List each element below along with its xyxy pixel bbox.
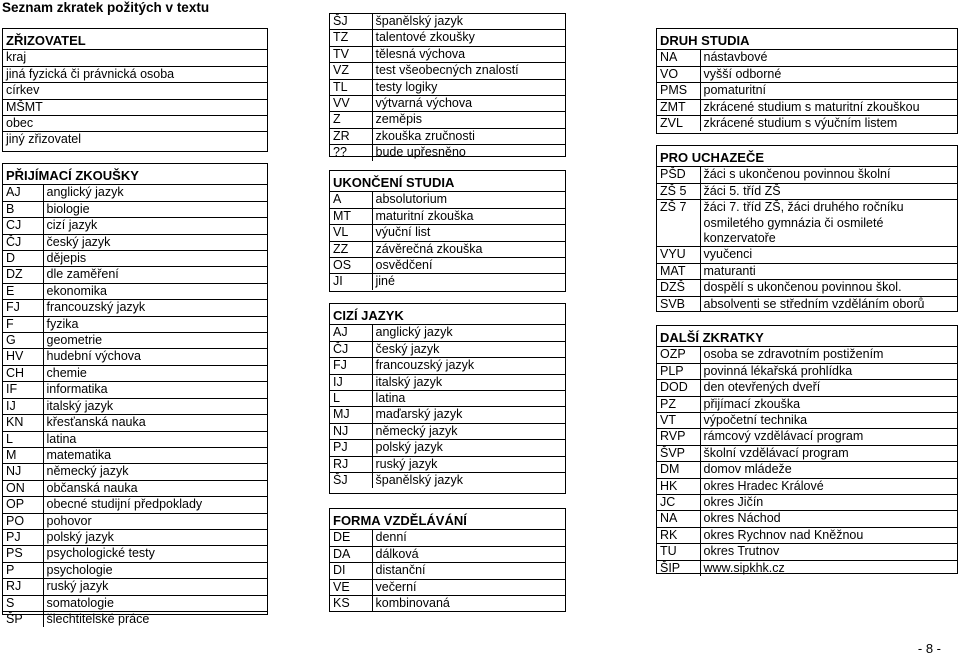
- abbreviation: VL: [330, 225, 372, 241]
- table-row: [3, 267, 267, 283]
- abbreviation: OP: [3, 497, 43, 513]
- table-row: [3, 480, 267, 496]
- table-row: [657, 380, 957, 396]
- abbreviation: PŠD: [657, 167, 700, 183]
- meaning: jiné: [372, 274, 565, 290]
- abbreviation: JC: [657, 495, 700, 511]
- zrizovatel-item: jiný zřizovatel: [3, 132, 267, 148]
- abbreviation: S: [3, 595, 43, 611]
- abbreviation: AJ: [3, 185, 43, 201]
- meaning: okres Jičín: [700, 495, 957, 511]
- list-item: [3, 132, 267, 148]
- page-title: Seznam zkratek požitých v textu: [2, 0, 210, 15]
- meaning: maďarský jazyk: [372, 407, 565, 423]
- meaning: závěrečná zkouška: [372, 241, 565, 257]
- abbreviation: PS: [3, 546, 43, 562]
- table-row: [3, 546, 267, 562]
- table-row: [3, 218, 267, 234]
- meaning: somatologie: [43, 595, 267, 611]
- table-row: [657, 50, 957, 66]
- table-row: [3, 431, 267, 447]
- abbreviation: DA: [330, 546, 372, 562]
- table-row: [330, 208, 565, 224]
- meaning: německý jazyk: [372, 423, 565, 439]
- dalsi-table: [657, 326, 957, 576]
- table-row: [330, 325, 565, 341]
- zrizovatel-box: [2, 28, 268, 152]
- meaning: polský jazyk: [372, 440, 565, 456]
- meaning: domov mládeže: [700, 462, 957, 478]
- abbreviation: VYU: [657, 247, 700, 263]
- meaning: test všeobecných znalostí: [372, 63, 565, 79]
- meaning: rámcový vzdělávací program: [700, 429, 957, 445]
- abbreviation: DM: [657, 462, 700, 478]
- table-row: [330, 96, 565, 112]
- table-row: [3, 333, 267, 349]
- abbreviation: A: [330, 192, 372, 208]
- abbreviation: OS: [330, 258, 372, 274]
- page-number: - 8 -: [917, 641, 941, 656]
- table-row: [657, 511, 957, 527]
- abbreviation: ZR: [330, 128, 372, 144]
- abbreviation: DZ: [3, 267, 43, 283]
- table-row: [657, 462, 957, 478]
- table-row: [657, 544, 957, 560]
- table-row: [657, 560, 957, 576]
- abbreviation: JI: [330, 274, 372, 290]
- meaning: občanská nauka: [43, 480, 267, 496]
- meaning: výuční list: [372, 225, 565, 241]
- meaning: absolutorium: [372, 192, 565, 208]
- abbreviation: NA: [657, 50, 700, 66]
- prijimaci-heading: PŘIJÍMACÍ ZKOUŠKY: [6, 168, 139, 183]
- abbreviation: VO: [657, 66, 700, 82]
- meaning: latina: [372, 391, 565, 407]
- meaning: den otevřených dveří: [700, 380, 957, 396]
- meaning: ekonomika: [43, 283, 267, 299]
- cizi-table: [330, 304, 565, 488]
- table-row: [330, 530, 565, 546]
- abbreviation: IJ: [330, 374, 372, 390]
- table-row: [330, 341, 565, 357]
- table-row: [330, 128, 565, 144]
- table-row: [3, 513, 267, 529]
- table-row: [657, 363, 957, 379]
- table-row: [3, 365, 267, 381]
- table-row: [330, 473, 565, 489]
- meaning: italský jazyk: [43, 398, 267, 414]
- abbreviation: SVB: [657, 296, 700, 312]
- abbreviation: HV: [3, 349, 43, 365]
- table-row: [330, 241, 565, 257]
- meaning: hudební výchova: [43, 349, 267, 365]
- table-row: [657, 495, 957, 511]
- abbreviation: ČJ: [330, 341, 372, 357]
- abbreviation: Z: [330, 112, 372, 128]
- ukonceni-table: [330, 171, 565, 290]
- abbreviation: IF: [3, 382, 43, 398]
- abbreviation: M: [3, 447, 43, 463]
- meaning: dějepis: [43, 251, 267, 267]
- meaning: český jazyk: [43, 234, 267, 250]
- table-row: [657, 527, 957, 543]
- dalsi-heading: DALŠÍ ZKRATKY: [660, 330, 764, 345]
- meaning: francouzský jazyk: [372, 358, 565, 374]
- table-row: [3, 283, 267, 299]
- forma-heading: FORMA VZDĚLÁVÁNÍ: [333, 513, 467, 528]
- abbreviation: NA: [657, 511, 700, 527]
- meaning: osvědčení: [372, 258, 565, 274]
- table-row: [657, 183, 957, 199]
- table-row: [657, 99, 957, 115]
- dalsi-box: [656, 325, 958, 574]
- meaning: chemie: [43, 365, 267, 381]
- abbreviation: KN: [3, 415, 43, 431]
- abbreviation: DZŠ: [657, 280, 700, 296]
- table-row: [3, 382, 267, 398]
- meaning: žáci 5. tříd ZŠ: [700, 183, 957, 199]
- table-row: [3, 201, 267, 217]
- table-row: [657, 200, 957, 247]
- meaning: nástavbové: [700, 50, 957, 66]
- abbreviation: CJ: [3, 218, 43, 234]
- abbreviation: VZ: [330, 63, 372, 79]
- table-row: [330, 423, 565, 439]
- forma-table: [330, 509, 565, 611]
- uchazece-table: [657, 146, 957, 312]
- druh-heading: DRUH STUDIA: [660, 33, 750, 48]
- abbreviation: E: [3, 283, 43, 299]
- meaning: bude upřesněno: [372, 145, 565, 161]
- abbreviation: MAT: [657, 263, 700, 279]
- meaning: www.sipkhk.cz: [700, 560, 957, 576]
- table-row: [330, 192, 565, 208]
- table-row: [3, 562, 267, 578]
- meaning: distanční: [372, 563, 565, 579]
- meaning: dle zaměření: [43, 267, 267, 283]
- meaning: talentové zkoušky: [372, 30, 565, 46]
- abbreviation: DE: [330, 530, 372, 546]
- meaning: cizí jazyk: [43, 218, 267, 234]
- table-row: [330, 46, 565, 62]
- table-row: [330, 596, 565, 612]
- abbreviation: RVP: [657, 429, 700, 445]
- meaning: francouzský jazyk: [43, 300, 267, 316]
- meaning: biologie: [43, 201, 267, 217]
- abbreviation: FJ: [330, 358, 372, 374]
- meaning: testy logiky: [372, 79, 565, 95]
- meaning: psychologie: [43, 562, 267, 578]
- abbreviation: ŠJ: [330, 473, 372, 489]
- abbreviation: L: [3, 431, 43, 447]
- druh-box: [656, 28, 958, 134]
- table-row: [330, 456, 565, 472]
- table-row: [330, 391, 565, 407]
- list-item: [3, 99, 267, 115]
- table-row: [330, 14, 565, 30]
- table-row: [3, 579, 267, 595]
- cizi-box: [329, 303, 566, 494]
- meaning: matematika: [43, 447, 267, 463]
- zrizovatel-item: obec: [3, 116, 267, 132]
- table-row: [330, 30, 565, 46]
- zrizovatel-item: MŠMT: [3, 99, 267, 115]
- table-row: [330, 374, 565, 390]
- meaning: ruský jazyk: [372, 456, 565, 472]
- meaning: okres Rychnov nad Kněžnou: [700, 527, 957, 543]
- table-row: [657, 83, 957, 99]
- meaning: osoba se zdravotním postižením: [700, 347, 957, 363]
- abbreviation: PZ: [657, 396, 700, 412]
- prijimaci2-table: [330, 14, 565, 161]
- abbreviation: RJ: [3, 579, 43, 595]
- table-row: [330, 258, 565, 274]
- list-item: [3, 50, 267, 66]
- abbreviation: TV: [330, 46, 372, 62]
- meaning: žáci s ukončenou povinnou školní: [700, 167, 957, 183]
- abbreviation: ŠVP: [657, 445, 700, 461]
- abbreviation: P: [3, 562, 43, 578]
- table-row: [3, 316, 267, 332]
- meaning: výpočetní technika: [700, 413, 957, 429]
- meaning: maturitní zkouška: [372, 208, 565, 224]
- abbreviation: DOD: [657, 380, 700, 396]
- abbreviation: NJ: [3, 464, 43, 480]
- table-row: [3, 234, 267, 250]
- table-row: [330, 563, 565, 579]
- meaning: zkouška zručnosti: [372, 128, 565, 144]
- meaning: zkrácené studium s výučním listem: [700, 116, 957, 132]
- table-row: [657, 429, 957, 445]
- meaning: španělský jazyk: [372, 473, 565, 489]
- meaning: fyzika: [43, 316, 267, 332]
- table-row: [657, 478, 957, 494]
- table-row: [657, 280, 957, 296]
- abbreviation: ZZ: [330, 241, 372, 257]
- abbreviation: VE: [330, 579, 372, 595]
- meaning: přijímací zkouška: [700, 396, 957, 412]
- ukonceni-heading: UKONČENÍ STUDIA: [333, 175, 455, 190]
- abbreviation: ŠIP: [657, 560, 700, 576]
- zrizovatel-item: jiná fyzická či právnická osoba: [3, 66, 267, 82]
- abbreviation: F: [3, 316, 43, 332]
- meaning: vyšší odborné: [700, 66, 957, 82]
- abbreviation: IJ: [3, 398, 43, 414]
- abbreviation: OZP: [657, 347, 700, 363]
- table-row: [330, 112, 565, 128]
- meaning: šlechtitelské práce: [43, 611, 267, 627]
- table-row: [3, 185, 267, 201]
- table-row: [657, 296, 957, 312]
- meaning: pohovor: [43, 513, 267, 529]
- table-row: [330, 440, 565, 456]
- meaning: český jazyk: [372, 341, 565, 357]
- cizi-heading: CIZÍ JAZYK: [333, 308, 404, 323]
- table-row: [3, 447, 267, 463]
- meaning: dospělí s ukončenou povinnou škol.: [700, 280, 957, 296]
- abbreviation: PLP: [657, 363, 700, 379]
- abbreviation: PJ: [330, 440, 372, 456]
- meaning: okres Náchod: [700, 511, 957, 527]
- meaning: zkrácené studium s maturitní zkouškou: [700, 99, 957, 115]
- table-row: [657, 167, 957, 183]
- table-row: [657, 413, 957, 429]
- abbreviation: RJ: [330, 456, 372, 472]
- abbreviation: PMS: [657, 83, 700, 99]
- abbreviation: G: [3, 333, 43, 349]
- table-row: [3, 251, 267, 267]
- list-item: [3, 116, 267, 132]
- abbreviation: TU: [657, 544, 700, 560]
- abbreviation: PJ: [3, 529, 43, 545]
- meaning: povinná lékařská prohlídka: [700, 363, 957, 379]
- prijimaci-box: [2, 163, 268, 626]
- table-row: [3, 595, 267, 611]
- meaning: absolventi se středním vzděláním oborů: [700, 296, 957, 312]
- meaning: výtvarná výchova: [372, 96, 565, 112]
- meaning: okres Trutnov: [700, 544, 957, 560]
- abbreviation: RK: [657, 527, 700, 543]
- meaning: školní vzdělávací program: [700, 445, 957, 461]
- forma-box: [329, 508, 566, 612]
- meaning: geometrie: [43, 333, 267, 349]
- abbreviation: PO: [3, 513, 43, 529]
- abbreviation: FJ: [3, 300, 43, 316]
- meaning: anglický jazyk: [372, 325, 565, 341]
- meaning: žáci 7. tříd ZŠ, žáci druhého ročníku osmiletého gymnázia či osmileté konzervatoře: [700, 200, 957, 247]
- meaning: italský jazyk: [372, 374, 565, 390]
- abbreviation: B: [3, 201, 43, 217]
- table-row: [3, 464, 267, 480]
- table-row: [3, 349, 267, 365]
- table-row: [330, 225, 565, 241]
- meaning: obecné studijní předpoklady: [43, 497, 267, 513]
- meaning: anglický jazyk: [43, 185, 267, 201]
- table-row: [657, 66, 957, 82]
- meaning: pomaturitní: [700, 83, 957, 99]
- table-row: [3, 529, 267, 545]
- meaning: polský jazyk: [43, 529, 267, 545]
- abbreviation: ZMT: [657, 99, 700, 115]
- abbreviation: ŠJ: [330, 14, 372, 30]
- table-row: [657, 445, 957, 461]
- abbreviation: D: [3, 251, 43, 267]
- abbreviation: HK: [657, 478, 700, 494]
- meaning: kombinovaná: [372, 596, 565, 612]
- table-row: [330, 358, 565, 374]
- list-item: [3, 66, 267, 82]
- abbreviation: L: [330, 391, 372, 407]
- meaning: maturanti: [700, 263, 957, 279]
- table-row: [3, 300, 267, 316]
- table-row: [330, 407, 565, 423]
- meaning: zeměpis: [372, 112, 565, 128]
- table-row: [657, 263, 957, 279]
- abbreviation: DI: [330, 563, 372, 579]
- abbreviation: KS: [330, 596, 372, 612]
- zrizovatel-table: [3, 29, 267, 148]
- zrizovatel-item: kraj: [3, 50, 267, 66]
- table-row: [3, 497, 267, 513]
- abbreviation: AJ: [330, 325, 372, 341]
- abbreviation: TZ: [330, 30, 372, 46]
- list-item: [3, 83, 267, 99]
- table-row: [330, 79, 565, 95]
- abbreviation: ??: [330, 145, 372, 161]
- table-row: [657, 247, 957, 263]
- table-row: [3, 611, 267, 627]
- uchazece-heading: PRO UCHAZEČE: [660, 150, 765, 165]
- table-row: [330, 63, 565, 79]
- table-row: [330, 579, 565, 595]
- uchazece-box: [656, 145, 958, 312]
- table-row: [330, 274, 565, 290]
- zrizovatel-heading: ZŘIZOVATEL: [6, 33, 86, 48]
- meaning: denní: [372, 530, 565, 546]
- table-row: [3, 398, 267, 414]
- meaning: německý jazyk: [43, 464, 267, 480]
- table-row: [657, 116, 957, 132]
- table-row: [330, 546, 565, 562]
- table-row: [657, 396, 957, 412]
- table-row: [657, 347, 957, 363]
- abbreviation: TL: [330, 79, 372, 95]
- meaning: křesťanská nauka: [43, 415, 267, 431]
- druh-table: [657, 29, 957, 131]
- meaning: dálková: [372, 546, 565, 562]
- zrizovatel-item: církev: [3, 83, 267, 99]
- meaning: španělský jazyk: [375, 14, 464, 28]
- abbreviation: ZVL: [657, 116, 700, 132]
- abbreviation: VT: [657, 413, 700, 429]
- abbreviation: CH: [3, 365, 43, 381]
- abbreviation: VV: [330, 96, 372, 112]
- table-row: [3, 415, 267, 431]
- abbreviation: ŠP: [3, 611, 43, 627]
- meaning: psychologické testy: [43, 546, 267, 562]
- meaning: večerní: [372, 579, 565, 595]
- meaning: latina: [43, 431, 267, 447]
- meaning: okres Hradec Králové: [700, 478, 957, 494]
- prijimaci2-box: [329, 13, 566, 160]
- meaning: tělesná výchova: [372, 46, 565, 62]
- meaning: ruský jazyk: [43, 579, 267, 595]
- abbreviation: ON: [3, 480, 43, 496]
- meaning: informatika: [43, 382, 267, 398]
- prijimaci-table: [3, 164, 267, 627]
- ukonceni-box: [329, 170, 566, 292]
- abbreviation: ZŠ 7: [657, 200, 700, 247]
- table-row: [330, 145, 565, 161]
- meaning: vyučenci: [700, 247, 957, 263]
- abbreviation: NJ: [330, 423, 372, 439]
- abbreviation: ZŠ 5: [657, 183, 700, 199]
- abbreviation: ČJ: [3, 234, 43, 250]
- abbreviation: MT: [330, 208, 372, 224]
- abbreviation: MJ: [330, 407, 372, 423]
